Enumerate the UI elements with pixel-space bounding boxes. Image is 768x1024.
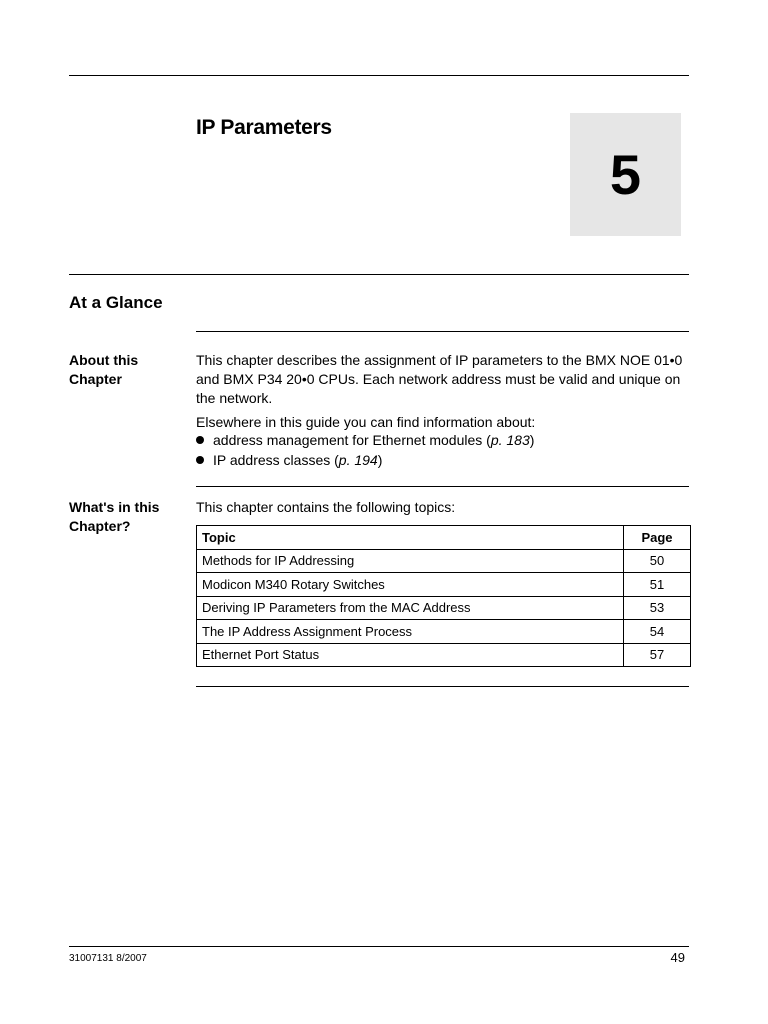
whats-in-chapter-label bbox=[69, 498, 184, 536]
reference-text: IP address classes ( bbox=[213, 451, 339, 468]
whats-in-label-line1: What's in this bbox=[69, 499, 160, 515]
page-reference-link[interactable]: p. 183 bbox=[490, 432, 530, 448]
about-label-line1: About this bbox=[69, 352, 139, 368]
elsewhere-text: Elsewhere in this guide you can find information about: bbox=[196, 414, 536, 430]
section-end-rule bbox=[196, 686, 689, 687]
whats-in-label-line2: Chapter? bbox=[69, 518, 131, 534]
chapter-number-box bbox=[570, 113, 681, 236]
page-cell: 51 bbox=[624, 573, 691, 597]
page-reference-link[interactable]: p. 194 bbox=[338, 451, 378, 468]
whats-in-top-rule bbox=[196, 486, 689, 487]
footer-rule bbox=[69, 946, 689, 947]
list-item bbox=[196, 451, 534, 471]
reference-list bbox=[196, 431, 534, 470]
about-label-line2: Chapter bbox=[69, 371, 122, 387]
table-row[interactable] bbox=[197, 620, 691, 644]
chapter-number: 5 bbox=[609, 142, 642, 206]
section-title: At a Glance bbox=[69, 293, 163, 312]
footer-doc-id: 31007131 8/2007 bbox=[69, 953, 147, 964]
topic-cell: Ethernet Port Status bbox=[197, 643, 624, 667]
page-column-header: Page bbox=[624, 526, 691, 550]
chapter-title: IP Parameters bbox=[196, 116, 332, 139]
about-top-rule bbox=[196, 331, 689, 332]
topic-cell: The IP Address Assignment Process bbox=[197, 620, 624, 644]
table-row[interactable] bbox=[197, 596, 691, 620]
footer-page-number: 49 bbox=[670, 950, 685, 965]
reference-close: ) bbox=[529, 432, 535, 448]
topic-cell: Methods for IP Addressing bbox=[197, 549, 624, 573]
page-cell: 54 bbox=[624, 620, 691, 644]
table-row[interactable] bbox=[197, 573, 691, 597]
table-row[interactable] bbox=[197, 643, 691, 667]
topic-cell: Modicon M340 Rotary Switches bbox=[197, 573, 624, 597]
reference-text: address management for Ethernet modules ( bbox=[213, 432, 491, 448]
topics-intro: This chapter contains the following topics: bbox=[196, 499, 456, 515]
page-cell: 53 bbox=[624, 596, 691, 620]
page-cell: 57 bbox=[624, 643, 691, 667]
page-cell: 50 bbox=[624, 549, 691, 573]
top-rule bbox=[69, 75, 689, 76]
section-rule bbox=[69, 274, 689, 275]
about-chapter-label bbox=[69, 351, 184, 389]
topic-cell: Deriving IP Parameters from the MAC Address bbox=[197, 596, 624, 620]
topic-column-header: Topic bbox=[197, 526, 624, 550]
reference-close: ) bbox=[377, 451, 383, 468]
list-item bbox=[196, 431, 534, 451]
bullet-icon bbox=[196, 436, 204, 444]
topics-table bbox=[196, 525, 691, 667]
table-row[interactable] bbox=[197, 549, 691, 573]
table-header-row bbox=[197, 526, 691, 550]
chapter-description: This chapter describes the assignment of IP parameters to the BMX NOE 01•0 and BMX P34 20•0 CPUs. Each network address must be valid and unique on the network. bbox=[196, 352, 683, 406]
bullet-icon bbox=[196, 456, 204, 464]
